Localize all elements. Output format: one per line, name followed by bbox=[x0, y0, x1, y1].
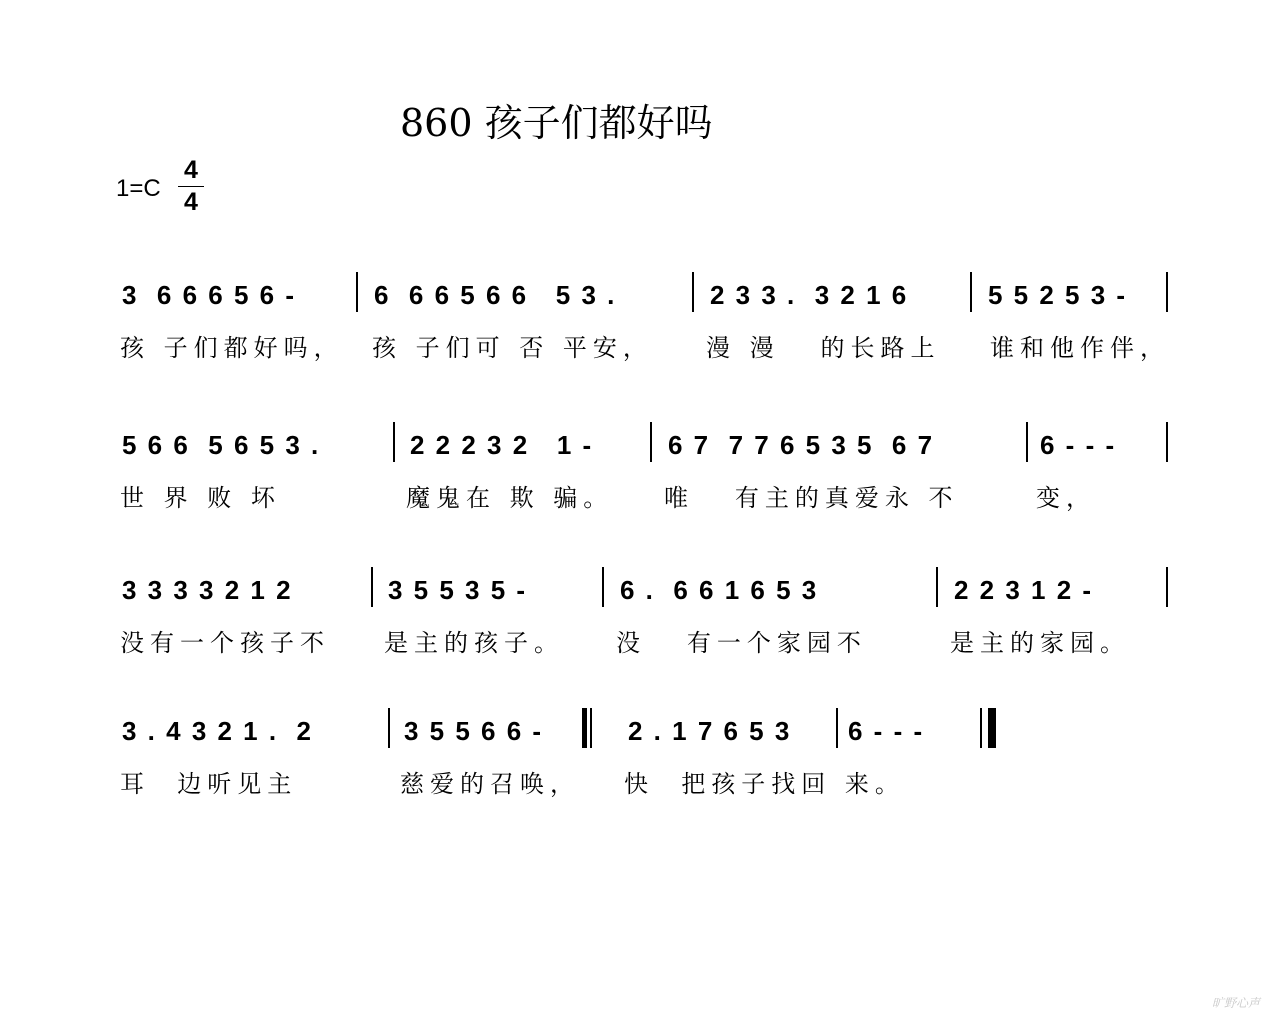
measure-1-2: 6 6 6 5 6 6 5 3 . bbox=[374, 280, 617, 310]
barline bbox=[1166, 567, 1168, 607]
measure-4-1: 3 . 4 3 2 1 . 2 bbox=[122, 716, 313, 746]
lyric-2-2: 魔鬼在 欺 骗。 bbox=[406, 484, 614, 512]
barline bbox=[650, 422, 652, 462]
lyric-3-4: 是主的家园。 bbox=[950, 629, 1130, 657]
lyric-3-1: 没有一个孩子不 bbox=[120, 629, 330, 657]
song-title: 860 孩子们都好吗 bbox=[400, 101, 713, 145]
barline bbox=[836, 708, 838, 748]
watermark: 旷野心声 bbox=[1212, 996, 1261, 1010]
measure-4-4: 6 - - - bbox=[848, 716, 925, 746]
score-system-1 bbox=[0, 270, 1280, 360]
lyric-2-1: 世 界 败 坏 bbox=[120, 484, 281, 512]
key-signature: 1=C bbox=[116, 175, 161, 202]
barline bbox=[371, 567, 373, 607]
measure-4-2: 3 5 5 6 6 - bbox=[404, 716, 544, 746]
repeat-start-barline bbox=[582, 708, 593, 748]
measure-3-1: 3 3 3 3 2 1 2 bbox=[122, 575, 293, 605]
measure-2-3: 6 7 7 7 6 5 3 5 6 7 bbox=[668, 430, 935, 460]
measure-3-3: 6 . 6 6 1 6 5 3 bbox=[620, 575, 819, 605]
score-system-2 bbox=[0, 420, 1280, 510]
barline bbox=[1166, 422, 1168, 462]
barline bbox=[393, 422, 395, 462]
time-signature bbox=[178, 156, 204, 216]
barline bbox=[356, 272, 358, 312]
barline bbox=[602, 567, 604, 607]
barline bbox=[970, 272, 972, 312]
barline bbox=[936, 567, 938, 607]
time-signature-bottom: 4 bbox=[184, 188, 198, 216]
measure-4-3: 2 . 1 7 6 5 3 bbox=[628, 716, 792, 746]
lyric-2-3: 唯 有主的真爱永 不 bbox=[664, 484, 959, 512]
lyric-1-2: 孩 子们可 否 平安， bbox=[372, 334, 653, 362]
barline bbox=[692, 272, 694, 312]
lyric-1-1: 孩 子们都好吗， bbox=[120, 334, 344, 362]
lyric-1-4: 谁和他作伴， bbox=[990, 334, 1170, 362]
lyric-2-4: 变， bbox=[1036, 484, 1096, 512]
lyric-1-3: 漫 漫 的长路上 bbox=[706, 334, 941, 362]
measure-2-2: 2 2 2 3 2 1 - bbox=[410, 430, 594, 460]
lyric-3-3: 没 有一个家园不 bbox=[616, 629, 867, 657]
score-system-3 bbox=[0, 565, 1280, 655]
lyric-3-2: 是主的孩子。 bbox=[384, 629, 564, 657]
final-barline bbox=[988, 708, 996, 748]
lyric-4-1: 耳 边听见主 bbox=[120, 770, 298, 798]
barline bbox=[1026, 422, 1028, 462]
score-system-4 bbox=[0, 706, 1280, 796]
measure-1-4: 5 5 2 5 3 - bbox=[988, 280, 1128, 310]
measure-3-4: 2 2 3 1 2 - bbox=[954, 575, 1094, 605]
time-signature-top: 4 bbox=[184, 156, 198, 184]
measure-2-4: 6 - - - bbox=[1040, 430, 1117, 460]
time-signature-line bbox=[178, 186, 204, 187]
measure-1-1: 3 6 6 6 5 6 - bbox=[122, 280, 296, 310]
barline bbox=[1166, 272, 1168, 312]
lyric-4-2: 慈爱的召唤， bbox=[400, 770, 580, 798]
measure-3-2: 3 5 5 3 5 - bbox=[388, 575, 528, 605]
lyric-4-3: 快 把孩子找回 来。 bbox=[624, 770, 905, 798]
measure-2-1: 5 6 6 5 6 5 3 . bbox=[122, 430, 321, 460]
measure-1-3: 2 3 3 . 3 2 1 6 bbox=[710, 280, 909, 310]
barline bbox=[388, 708, 390, 748]
